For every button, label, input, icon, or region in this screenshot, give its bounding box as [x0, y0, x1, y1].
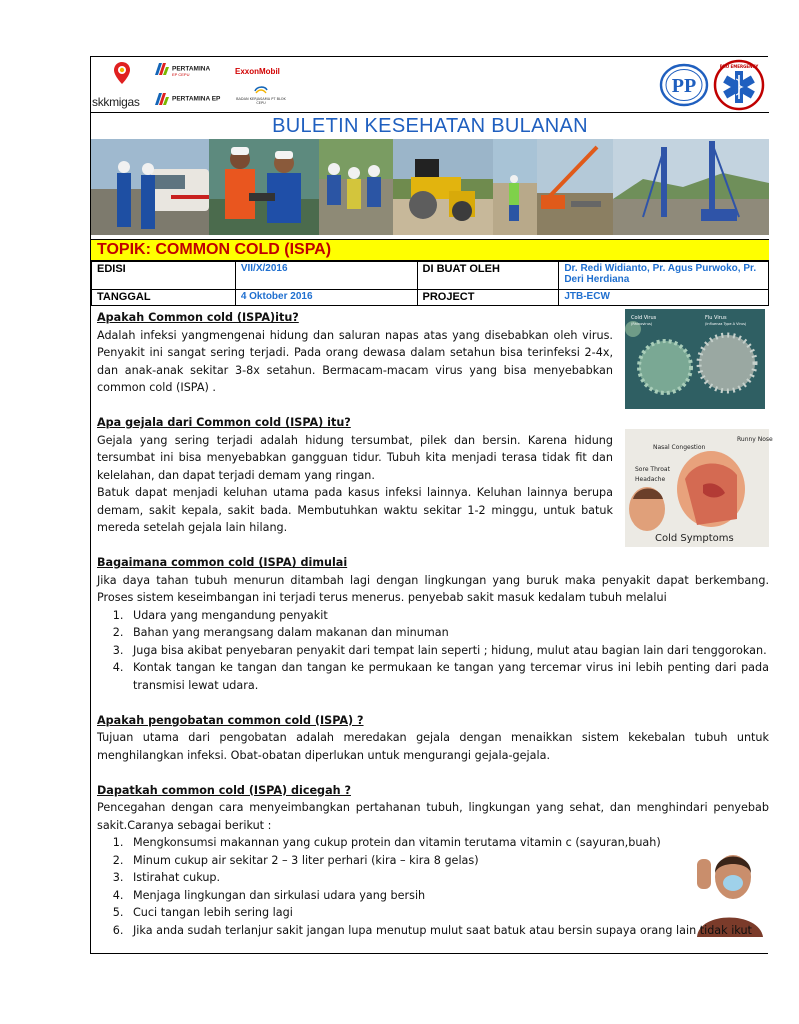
- section-heading-prevention: Dapatkah common cold (ISPA) dicegah ?: [97, 783, 351, 797]
- pertamina-mark-icon: [155, 93, 169, 105]
- list-item: 6. Jika anda sudah terlanjur sakit jangan lupa menutup mulut saat batuk atau bersin supaya orang lain tidak ikut: [127, 922, 799, 940]
- section-text-prevention: Pencegahan dengan cara menyeimbangkan pertahanan tubuh, lingkungan yang sehat, dan menghindari penyebab sakit.Caranya sebagai berikut :: [97, 801, 769, 832]
- svg-text:Cold Virus: Cold Virus: [631, 315, 657, 321]
- svg-text:PRO EMERGENCY: PRO EMERGENCY: [719, 64, 759, 69]
- svg-text:(Rhinovirus): (Rhinovirus): [631, 322, 653, 326]
- section-text-symptoms-2: Batuk dapat menjadi keluhan utama pada kasus infeksi lainnya. Keluhan lainnya berupa demam, sakit kepala, sakit bada. Membutuhkan waktu sekitar 1-2 minggu, untuk batuk mereda setelah gejala lain hilang.: [97, 486, 613, 534]
- dibuat-label: DI BUAT OLEH: [417, 262, 559, 290]
- list-item: 3. Istirahat cukup.: [127, 869, 727, 887]
- emergency-star-of-life-logo: [713, 59, 765, 111]
- list-item: 4. Kontak tangan ke tangan dan tangan ke permukaan ke tangan yang tercemar virus ini lebih penting dari pada transmisi lewat udara.: [127, 659, 769, 694]
- pertamina-mark-icon: [155, 63, 169, 75]
- tanggal-label: TANGGAL: [92, 290, 236, 306]
- svg-text:Nasal Congestion: Nasal Congestion: [653, 444, 706, 451]
- svg-text:Sore Throat: Sore Throat: [635, 466, 670, 473]
- logo-header: [91, 57, 769, 113]
- table-row: [92, 290, 769, 306]
- photo-team-meeting: [319, 139, 393, 235]
- photo-strip: [91, 139, 769, 235]
- exxonmobil-logo: ExxonMobil: [235, 67, 280, 76]
- project-label: PROJECT: [417, 290, 559, 306]
- info-table: [91, 261, 769, 306]
- bpmigas-logo: BADAN KERJASAMA PT BLOK CEPU: [233, 85, 289, 105]
- pertamina-ep-logo: PERTAMINA EP: [155, 93, 220, 105]
- svg-text:Runny Nose: Runny Nose: [737, 436, 773, 443]
- photo-road-worker: [493, 139, 537, 235]
- list-item: 4. Menjaga lingkungan dan sirkulasi udara yang bersih: [127, 887, 727, 905]
- skkmigas-logo: skkmigas: [91, 59, 153, 111]
- section-heading-symptoms: Apa gejala dari Common cold (ISPA) itu?: [97, 416, 351, 429]
- section-text-symptoms-1: Gejala yang sering terjadi adalah hidung tersumbat, pilek dan bersin. Karena hidung tersumbat ini bisa menyebabkan gangguan tidur. Tubuh kita menjadi terasa tidak fit dan kelelahan, dan dapat terjadi demam yang ringan.: [97, 433, 613, 482]
- edisi-label: EDISI: [92, 262, 236, 290]
- svg-text:Cold Symptoms: Cold Symptoms: [655, 533, 734, 544]
- bulletin-page: [90, 56, 773, 954]
- edisi-value: VII/X/2016: [235, 262, 417, 290]
- svg-text:(Influenza Type A Virus): (Influenza Type A Virus): [705, 322, 747, 326]
- pertamina-ep-cepu-logo: PERTAMINA EP CEPU: [155, 63, 210, 77]
- dibuat-value: Dr. Redi Widianto, Pr. Agus Purwoko, Pr. Deri Herdiana: [559, 262, 769, 290]
- swirl-icon: [253, 85, 269, 95]
- table-row: [92, 262, 769, 290]
- list-item: 1. Mengkonsumsi makannan yang cukup protein dan vitamin terutama vitamin c (sayuran,buah): [127, 834, 727, 852]
- section-heading-treatment: Apakah pengobatan common cold (ISPA) ?: [97, 713, 364, 727]
- photo-crane-site: [537, 139, 613, 235]
- photo-workers-car: [91, 139, 209, 235]
- bulletin-title: BULETIN KESEHATAN BULANAN: [272, 115, 588, 137]
- photo-drilling-rig: [613, 139, 769, 235]
- prevention-list: [127, 834, 752, 939]
- section-heading-start: Bagaimana common cold (ISPA) dimulai: [97, 556, 348, 569]
- tanggal-value: 4 Oktober 2016: [235, 290, 417, 306]
- list-item: 1. Udara yang mengandung penyakit: [127, 607, 769, 625]
- section-text-start: Jika daya tahan tubuh menurun ditambah lagi dengan lingkungan yang buruk maka penyakit dapat berkembang. Proses sistem keseimbangan ini terjadi terus menerus. penyebab sakit masuk kedalam tubuh melalui: [97, 573, 769, 604]
- topic-bar: TOPIK: COMMON COLD (ISPA): [91, 239, 769, 261]
- svg-text:Flu Virus: Flu Virus: [705, 315, 727, 321]
- photo-medical-check: [209, 139, 319, 235]
- svg-text:Headache: Headache: [635, 476, 666, 483]
- svg-text:PP: PP: [671, 75, 697, 97]
- list-item: 5. Cuci tangan lebih sering lagi: [127, 904, 727, 922]
- map-pin-icon: [113, 61, 131, 85]
- article-body: [97, 309, 769, 939]
- list-item: 2. Minum cukup air sekitar 2 – 3 liter perhari (kira – kira 8 gelas): [127, 852, 727, 870]
- project-value: JTB-ECW: [559, 290, 769, 306]
- list-item: 3. Juga bisa akibat penyebaran penyakit dari tempat lain seperti ; hidung, mulut atau bagian lain dari tenggorokan.: [127, 642, 769, 660]
- list-item: 2. Bahan yang merangsang dalam makanan dan minuman: [127, 624, 769, 642]
- section-heading-what: Apakah Common cold (ISPA)itu?: [97, 311, 299, 324]
- causes-list: [127, 607, 769, 695]
- section-text-treatment: Tujuan utama dari pengobatan adalah meredakan gejala dengan menaikkan sistem kekebalan tubuh untuk menghilangkan infeksi. Obat-obatan diperlukan untuk mengurangi gejala-gejala.: [97, 731, 769, 762]
- photo-road-roller: [393, 139, 493, 235]
- pp-logo: [659, 63, 709, 107]
- section-text-what: Adalah infeksi yangmengenai hidung dan saluran napas atas yang disebabkan oleh virus. Penyakit ini sangat sering terjadi. Pada orang dewasa dalam setahun bisa terinfeksi 2-4x, dan anak-anak sekitar 3-8x setahun. Bermacam-macam virus yang bisa menyebabkan common cold (ISPA) .: [97, 328, 613, 394]
